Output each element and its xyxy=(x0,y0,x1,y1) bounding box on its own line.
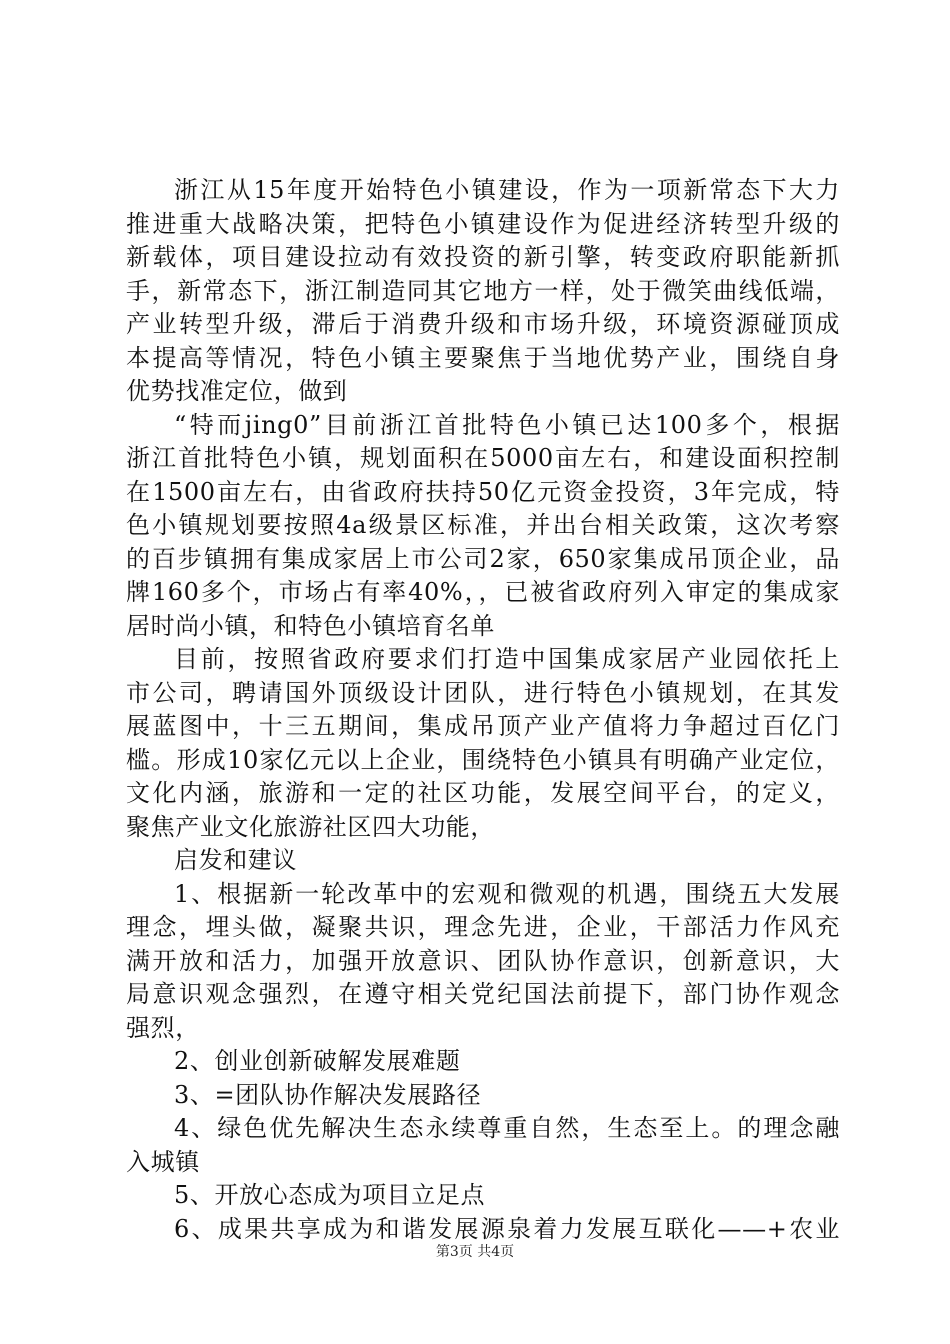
text-line: 的百步镇拥有集成家居上市公司2家，650家集成吊顶企业，品 xyxy=(126,544,840,573)
text-line: 启发和建议 xyxy=(174,846,297,874)
text-line: 牌160多个，市场占有率40%，，已被省政府列入审定的集成家 xyxy=(126,578,840,606)
text-line: 市公司，聘请国外顶级设计团队，进行特色小镇规划，在其发 xyxy=(126,678,840,707)
text-line: 强烈， xyxy=(126,1013,200,1042)
text-line: 1、根据新一轮改革中的宏观和微观的机遇，围绕五大发展 xyxy=(174,879,840,908)
text-line: 手，新常态下，浙江制造同其它地方一样，处于微笑曲线低端， xyxy=(126,276,840,305)
text-line: 色小镇规划要按照4a级景区标准，并出台相关政策，这次考察 xyxy=(126,511,840,539)
text-line: 5、开放心态成为项目立足点 xyxy=(174,1181,486,1209)
text-line: 3、=团队协作解决发展路径 xyxy=(174,1080,482,1109)
text-line: 局意识观念强烈，在遵守相关党纪国法前提下，部门协作观念 xyxy=(126,980,840,1008)
text-line: 目前，按照省政府要求们打造中国集成家居产业园依托上 xyxy=(174,645,840,673)
text-line: 推进重大战略决策，把特色小镇建设作为促进经济转型升级的 xyxy=(126,209,840,238)
text-line: 文化内涵，旅游和一定的社区功能，发展空间平台，的定义， xyxy=(126,779,840,807)
text-line: 浙江从15年度开始特色小镇建设，作为一项新常态下大力 xyxy=(174,176,840,204)
text-line: 6、成果共享成为和谐发展源泉着力发展互联化——+农业 xyxy=(174,1214,840,1243)
text-line: 槛。形成10家亿元以上企业，围绕特色小镇具有明确产业定位， xyxy=(126,745,840,774)
text-line: 理念，埋头做，凝聚共识，理念先进，企业，干部活力作风充 xyxy=(126,913,840,941)
text-line: 入城镇 xyxy=(126,1147,200,1176)
text-line: 产业转型升级，滞后于消费升级和市场升级，环境资源碰顶成 xyxy=(126,310,840,338)
text-line: 4、绿色优先解决生态永续尊重自然，生态至上。的理念融 xyxy=(174,1114,840,1142)
text-line: 本提高等情况，特色小镇主要聚焦于当地优势产业，围绕自身 xyxy=(126,343,840,372)
text-line: 居时尚小镇，和特色小镇培育名单 xyxy=(126,611,495,640)
text-line: 新载体，项目建设拉动有效投资的新引擎，转变政府职能新抓 xyxy=(126,243,840,271)
page-footer: 第3页 共4页 xyxy=(435,1244,515,1260)
text-line: 在1500亩左右，由省政府扶持50亿元资金投资，3年完成，特 xyxy=(126,477,840,506)
text-line: “特而jing0”目前浙江首批特色小镇已达100多个，根据 xyxy=(174,410,840,439)
text-line: 优势找准定位，做到 xyxy=(126,377,348,405)
text-line: 浙江首批特色小镇，规划面积在5000亩左右，和建设面积控制 xyxy=(126,444,840,472)
text-line: 2、创业创新破解发展难题 xyxy=(174,1047,461,1075)
text-line: 聚焦产业文化旅游社区四大功能， xyxy=(126,812,495,841)
text-line: 满开放和活力，加强开放意识、团队协作意识，创新意识，大 xyxy=(126,946,840,975)
text-line: 展蓝图中，十三五期间，集成吊顶产业产值将力争超过百亿门 xyxy=(126,712,840,740)
document-body xyxy=(126,174,840,1246)
